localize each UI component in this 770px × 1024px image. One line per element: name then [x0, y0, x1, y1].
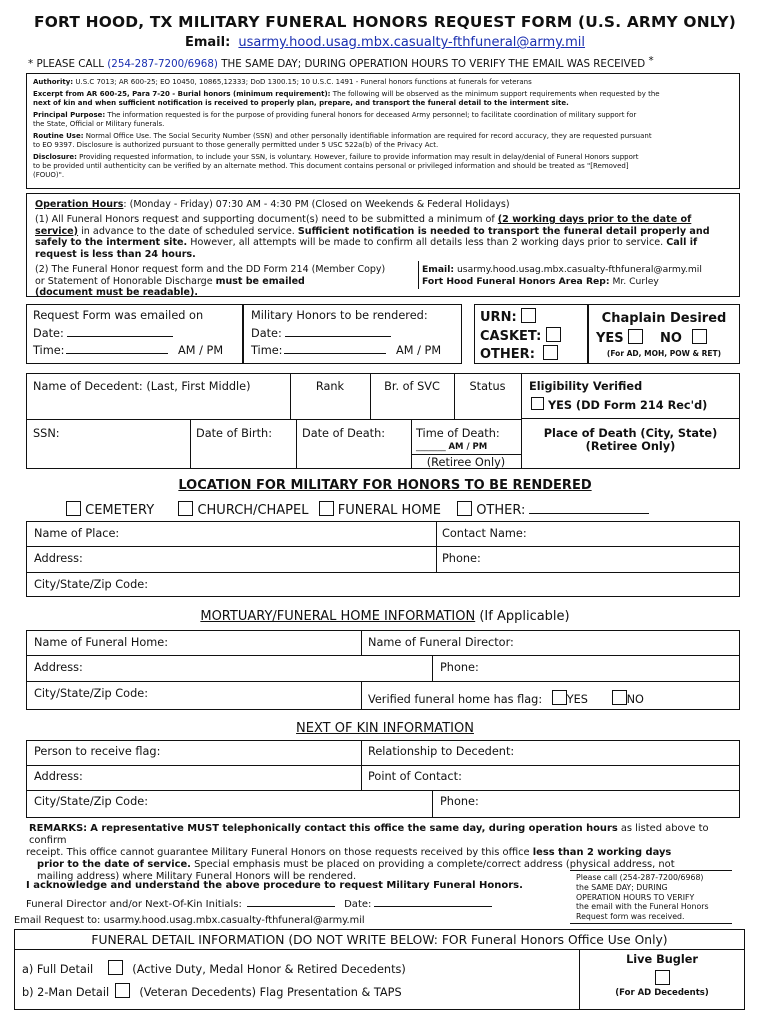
header-email-line [0, 35, 770, 50]
decedent-col4 [521, 373, 522, 469]
disclosure-label: Disclosure: [33, 153, 77, 161]
place-name-field[interactable]: Name of Place: [34, 527, 120, 540]
live-bugler-checkbox[interactable] [655, 970, 670, 985]
decedent-col5 [190, 419, 191, 469]
funeral-home-option[interactable]: FUNERAL HOME [319, 503, 441, 518]
funeral-detail-title: FUNERAL DETAIL INFORMATION (DO NOT WRITE BELOW: FOR Funeral Honors Office Use Only) [91, 933, 668, 947]
live-bugler-label: Live Bugler [626, 953, 698, 966]
email-request-line: Email Request to: usarmy.hood.usag.mbx.casualty-fthfuneral@army.mil [14, 915, 365, 926]
casket-checkbox[interactable] [546, 327, 561, 342]
request-time-field[interactable]: Time: AM / PM [33, 344, 224, 357]
chaplain-note: (For AD, MOH, POW & RET) [606, 349, 722, 358]
operation-hours-label: Operation Hours [35, 199, 124, 210]
flag-yes-checkbox[interactable] [552, 690, 567, 705]
flag-yes-option[interactable]: YES [552, 693, 588, 706]
location-title: LOCATION FOR MILITARY FOR HONORS TO BE RENDERED [178, 478, 592, 493]
location-row2 [26, 572, 740, 573]
excerpt-label: Excerpt from AR 600-25, Para 7-20 - Burial honors (minimum requirement): [33, 90, 331, 98]
verify-note-bottom [570, 923, 732, 924]
nok-col1 [361, 740, 362, 790]
funeral-detail-header-line [14, 949, 745, 950]
pod-note: (Retiree Only) [585, 440, 676, 453]
flag-no-option[interactable]: NO [612, 693, 644, 706]
funeral-home-checkbox[interactable] [319, 501, 334, 516]
header-email-link[interactable]: usarmy.hood.usag.mbx.casualty-fthfuneral@army.mil [238, 35, 586, 50]
flag-no-checkbox[interactable] [612, 690, 627, 705]
full-detail-checkbox[interactable] [108, 960, 123, 975]
full-detail-option[interactable]: a) Full Detail (Active Duty, Medal Honor & Retired Decedents) [22, 960, 406, 976]
ssn-field[interactable]: SSN: [33, 427, 60, 440]
honors-date-field[interactable]: Date: [251, 327, 391, 340]
mortuary-title: MORTUARY/FUNERAL HOME INFORMATION (If Applicable) [200, 609, 570, 624]
urn-option[interactable]: URN: [480, 308, 536, 325]
request-emailed-on: Request Form was emailed on [33, 309, 204, 322]
relationship-field[interactable]: Relationship to Decedent: [368, 745, 515, 758]
disclosure-line2: to be provided until authenticity can be verified by an alternate method. This document contains personal or privileged information and should be treated as "[Removed] [33, 162, 629, 170]
flag-recipient-field[interactable]: Person to receive flag: [34, 745, 161, 758]
hours-item-2: (2) The Funeral Honor request form and the DD Form 214 (Member Copy) or Statement of Honorable Discharge must be emailed (document must be readable). [35, 264, 386, 298]
decedent-row-divider [26, 419, 521, 420]
mortuary-phone-field[interactable]: Phone: [440, 661, 479, 674]
acknowledgement: I acknowledge and understand the above procedure to request Military Funeral Honors. [26, 880, 523, 891]
location-other-checkbox[interactable] [457, 501, 472, 516]
tod-retiree-only: (Retiree Only) [426, 456, 506, 469]
mortuary-col3 [361, 681, 362, 710]
chaplain-yes-option[interactable]: YES [596, 329, 643, 346]
two-man-detail-option[interactable]: b) 2-Man Detail (Veteran Decedents) Flag Presentation & TAPS [22, 983, 402, 999]
purpose-text: The information requested is for the purpose of providing funeral honors for deceased Army personnel; to facilitate coordination of military support for [107, 111, 637, 119]
mortuary-csz-field[interactable]: City/State/Zip Code: [34, 687, 149, 700]
tod-ampm: _______ AM / PM [416, 442, 488, 452]
privacy-act-text [33, 78, 737, 180]
nok-csz-field[interactable]: City/State/Zip Code: [34, 795, 149, 808]
remarks: REMARKS: A representative MUST telephonically contact this office the same day, during operation hours as listed above to confirm receipt. This office cannot guarantee Military Funeral Honors on those requests received by this office less than 2 working days prior to the date of service. Special emphasis must be placed on providing a complete/correct address (physical address, not mailing address) where Military Funeral Honors will be rendered. [26, 823, 709, 882]
hours-item-1: (1) All Funeral Honors request and supporting document(s) need to be submitted a minimum of (2 working days prior to the date of service) in advance to the date of scheduled service. Sufficient notification is needed to transport the funeral detail properly and safely to the interment site. However, all attempts will be made to confirm all details less than 2 working days prior to service. Call if request is less than 24 hours. [35, 214, 710, 260]
location-phone-field[interactable]: Phone: [442, 552, 481, 565]
decedent-col6 [296, 419, 297, 469]
point-of-contact-field[interactable]: Point of Contact: [368, 770, 462, 783]
eligibility-yes-option[interactable]: YES (DD Form 214 Rec'd) [531, 397, 707, 412]
disclosure-line3: (FOUO)". [33, 171, 65, 179]
location-address-field[interactable]: Address: [34, 552, 83, 565]
branch-field[interactable]: Br. of SVC [384, 380, 440, 393]
hours-contact [422, 264, 702, 287]
routine-text: Normal Office Use. The Social Security Number (SSN) and other personally identifiable information are required for record accuracy, they are requested pursuant [85, 132, 652, 140]
church-checkbox[interactable] [178, 501, 193, 516]
authority-text: U.S.C 7013; AR 600-25; EO 10450, 10865,12333; DoD 1300.15; 10 U.S.C. 1491 - Funeral honors functions at funerals for veterans [75, 78, 532, 86]
purpose-line2: the State, Official or Military funerals. [33, 120, 165, 128]
disclosure-text: Providing requested information, to include your SSN, is voluntary. However, failure to provide information may result in delay/denial of Funeral Honors support [79, 153, 639, 161]
church-option[interactable]: CHURCH/CHAPEL [178, 503, 308, 518]
status-field[interactable]: Status [469, 380, 506, 393]
call-phone: (254-287-7200/6968) [107, 58, 218, 70]
nok-row1 [26, 765, 740, 766]
operation-hours-line [35, 199, 510, 210]
eligibility-yes-checkbox[interactable] [531, 397, 544, 410]
chaplain-yes-checkbox[interactable] [628, 329, 643, 344]
hours-divider [418, 261, 419, 289]
purpose-label: Principal Purpose: [33, 111, 106, 119]
location-col [436, 521, 437, 572]
excerpt-text: The following will be observed as the minimum support requirements when requested by the [332, 90, 660, 98]
nok-address-field[interactable]: Address: [34, 770, 83, 783]
funeral-director-field[interactable]: Name of Funeral Director: [368, 636, 514, 649]
eligibility-divider [521, 418, 740, 419]
header-email-label: Email: [184, 35, 231, 50]
two-man-detail-checkbox[interactable] [115, 983, 130, 998]
live-bugler-note: (For AD Decedents) [615, 988, 709, 998]
rep-name: Mr. Curley [612, 275, 659, 287]
location-csz-field[interactable]: City/State/Zip Code: [34, 578, 149, 591]
nok-title: NEXT OF KIN INFORMATION [296, 721, 474, 736]
contact-name-field[interactable]: Contact Name: [442, 527, 527, 540]
pod-field[interactable]: Place of Death (City, State) [543, 427, 718, 440]
other-option[interactable]: OTHER: [480, 345, 558, 362]
funeral-home-name-field[interactable]: Name of Funeral Home: [34, 636, 169, 649]
verify-note: Please call (254-287-7200/6968) the SAME DAY; DURING OPERATION HOURS TO VERIFY the email with the Funeral Honors Request form was received. [576, 873, 709, 922]
rank-field[interactable]: Rank [315, 380, 345, 393]
location-row1 [26, 546, 740, 547]
mortuary-row2 [26, 681, 740, 682]
cemetery-option[interactable]: CEMETERY [66, 503, 154, 518]
other-checkbox[interactable] [543, 345, 558, 360]
routine-label: Routine Use: [33, 132, 84, 140]
chaplain-label: Chaplain Desired [601, 311, 727, 326]
chaplain-no-checkbox[interactable] [692, 329, 707, 344]
honors-rendered-label: Military Honors to be rendered: [251, 309, 428, 322]
call-prefix: PLEASE CALL [36, 58, 104, 70]
decedent-name-field[interactable]: Name of Decedent: (Last, First Middle) [33, 380, 251, 393]
live-bugler-option[interactable] [579, 968, 745, 987]
call-star-left: * [28, 58, 34, 70]
location-other-option[interactable]: OTHER: [457, 503, 649, 518]
urn-checkbox[interactable] [521, 308, 536, 323]
authority-label: Authority: [33, 78, 74, 86]
nok-phone-field[interactable]: Phone: [440, 795, 479, 808]
tod-field[interactable]: Time of Death: [416, 427, 500, 440]
mortuary-col1 [361, 630, 362, 656]
rep-label: Fort Hood Funeral Honors Area Rep: [422, 275, 610, 287]
dob-field[interactable]: Date of Birth: [196, 427, 273, 440]
mortuary-address-field[interactable]: Address: [34, 661, 83, 674]
call-suffix: THE SAME DAY; DURING OPERATION HOURS TO VERIFY THE EMAIL WAS RECEIVED [221, 58, 646, 70]
flag-verified: Verified funeral home has flag: YES NO [368, 690, 644, 706]
verify-note-top [570, 870, 732, 871]
casket-option[interactable]: CASKET: [480, 327, 561, 344]
chaplain-no-option[interactable]: NO [660, 329, 707, 346]
call-star-right: * [648, 55, 654, 67]
excerpt-line2: next of kin and when sufficient notification is received to properly plan, prepare, and transport the funeral detail to the interment site. [33, 99, 569, 107]
nok-row2 [26, 790, 740, 791]
request-date-field[interactable]: Date: [33, 327, 173, 340]
routine-line2: to EO 9397. Disclosure is authorized pursuant to those generally permitted under 5 USC 522a(b) of the Privacy Act. [33, 141, 439, 149]
call-notice [28, 55, 654, 71]
cemetery-checkbox[interactable] [66, 501, 81, 516]
hours-email[interactable]: usarmy.hood.usag.mbx.casualty-fthfuneral@army.mil [456, 264, 702, 275]
form-title: FORT HOOD, TX MILITARY FUNERAL HONORS REQUEST FORM (U.S. ARMY ONLY) [34, 13, 736, 31]
hours-email-label: Email: [422, 264, 455, 275]
operation-hours-text: : (Monday - Friday) 07:30 AM - 4:30 PM (Closed on Weekends & Federal Holidays) [123, 199, 510, 210]
initials-field[interactable]: Funeral Director and/or Next-Of-Kin Initials: Date: [26, 897, 492, 911]
dod-field[interactable]: Date of Death: [302, 427, 386, 440]
mortuary-row1 [26, 655, 740, 656]
nok-col2 [432, 790, 433, 818]
tod-underline [411, 454, 521, 455]
eligibility-label: Eligibility Verified [529, 380, 643, 393]
location-options [66, 501, 649, 518]
mortuary-col2 [432, 655, 433, 681]
honors-time-field[interactable]: Time: AM / PM [251, 344, 442, 357]
